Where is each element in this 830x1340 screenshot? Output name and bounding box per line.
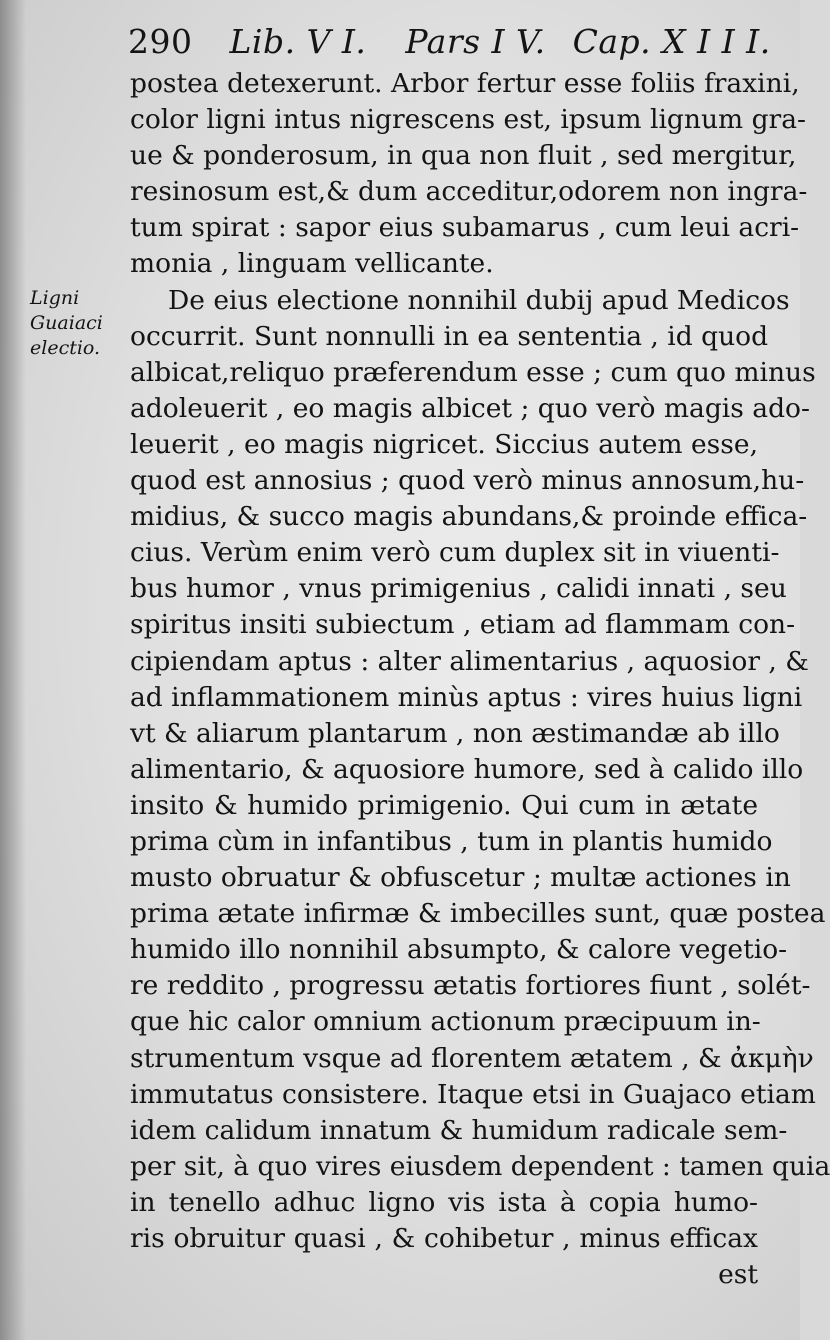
text-line: ad inflammationem minùs aptus : vires huius ligni: [130, 681, 803, 713]
page-number: 290: [128, 22, 193, 61]
text-line: musto obruatur & obfuscetur ; multæ actiones in: [130, 862, 791, 894]
text-line: que hic calor omnium actionum præcipuum in-: [130, 1006, 761, 1038]
text-line: re reddito , progressu ætatis fortiores fiunt , solét-: [130, 970, 811, 1002]
text-line: immutatus consistere. Itaque etsi in Guajaco etiam: [130, 1078, 816, 1110]
text-line: in tenello adhuc ligno vis ista à copia humo-: [130, 1186, 758, 1218]
text-line: adoleuerit , eo magis albicet ; quo verò magis ado-: [130, 392, 810, 424]
margin-note-line: Guaiaci: [30, 312, 103, 334]
text-line: vt & aliarum plantarum , non æstimandæ ab illo: [130, 717, 780, 749]
text-line: strumentum vsque ad florentem ætatem , & ἀκμὴν: [130, 1042, 814, 1074]
text-line: monia , linguam vellicante.: [130, 248, 494, 280]
text-line: humido illo nonnihil absumpto, & calore vegetio-: [130, 934, 788, 966]
text-line: prima ætate infirmæ & imbecilles sunt, quæ postea: [130, 898, 826, 930]
text-line: resinosum est,& dum acceditur,odorem non ingra-: [130, 176, 808, 208]
text-line: occurrit. Sunt nonnulli in ea sententia , id quod: [130, 320, 769, 352]
part-label: Pars I V.: [405, 22, 546, 61]
text-line: tum spirat : sapor eius subamarus , cum leui acri-: [130, 212, 800, 244]
text-line: postea detexerunt. Arbor fertur esse foliis fraxini,: [130, 68, 800, 99]
text-line: De eius electione nonnihil dubij apud Medicos: [168, 284, 790, 316]
margin-note: [30, 286, 130, 361]
text-line: prima cùm in infantibus , tum in plantis humido: [130, 825, 773, 857]
text-line: midius, & succo magis abundans,& proinde effica-: [130, 501, 808, 533]
book-label: Lib. V I.: [229, 22, 367, 61]
text-line: cipiendam aptus : alter alimentarius , aquosior , &: [130, 645, 809, 677]
text-line: alimentario, & aquosiore humore, sed à calido illo: [130, 753, 804, 785]
body-text: [130, 66, 830, 1293]
chapter-label: Cap. X I I I.: [572, 22, 771, 61]
running-header: [128, 22, 771, 61]
text-line: per sit, à quo vires eiusdem dependent : tamen quia: [130, 1150, 830, 1182]
catchword: est: [718, 1259, 758, 1291]
margin-note-line: Ligni: [30, 287, 80, 309]
text-line: leuerit , eo magis nigricet. Siccius autem esse,: [130, 428, 758, 460]
text-line: insito & humido primigenio. Qui cum in ætate: [130, 789, 758, 821]
text-line: ue & ponderosum, in qua non fluit , sed mergitur,: [130, 140, 797, 172]
text-line: idem calidum innatum & humidum radicale sem-: [130, 1114, 788, 1146]
margin-note-line: electio.: [30, 337, 101, 359]
text-line: color ligni intus nigrescens est, ipsum lignum gra-: [130, 104, 806, 136]
text-line: cius. Verùm enim verò cum duplex sit in viuenti-: [130, 537, 780, 569]
text-line: spiritus insiti subiectum , etiam ad flammam con-: [130, 609, 796, 641]
text-line: albicat,reliquo præferendum esse ; cum quo minus: [130, 356, 816, 388]
text-line: bus humor , vnus primigenius , calidi innati , seu: [130, 573, 787, 605]
text-line: ris obruitur quasi , & cohibetur , minus efficax: [130, 1223, 758, 1254]
text-line: quod est annosius ; quod verò minus annosum,hu-: [130, 465, 805, 497]
